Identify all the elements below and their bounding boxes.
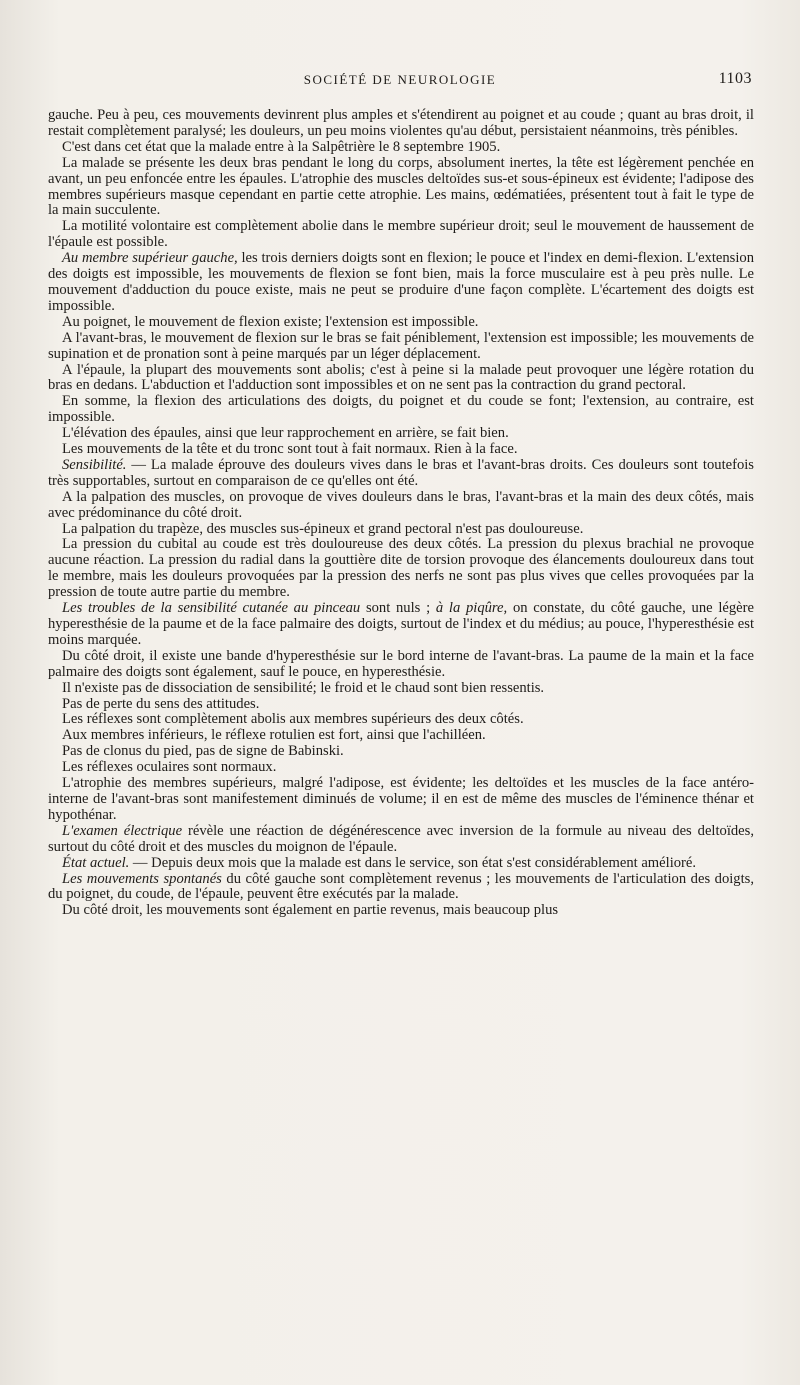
paragraph: Sensibilité. — La malade éprouve des douleurs vives dans le bras et l'avant-bras droits. Ces douleurs sont toutefois très supportables, surtout en comparaison de ce qu'elles ont été. [48, 456, 754, 489]
paragraph: A l'avant-bras, le mouvement de flexion sur le bras se fait péniblement, l'extension est impossible; les mouvements de supination et de pronation sont à peine marqués par un léger déplacement. [48, 329, 754, 362]
paragraph: C'est dans cet état que la malade entre à la Salpêtrière le 8 septembre 1905. [62, 138, 501, 155]
paragraph: L'examen électrique révèle une réaction de dégénérescence avec inversion de la formule au niveau des deltoïdes, surtout du côté droit et des muscles du moignon de l'épaule. [48, 822, 754, 855]
paragraph: L'atrophie des membres supérieurs, malgré l'adipose, est évidente; les deltoïdes et les muscles de la face antéro-interne de l'avant-bras sont manifestement diminués de volume; il en est de même des muscles de l'éminence thénar et hypothénar. [48, 775, 754, 823]
paragraph: Les troubles de la sensibilité cutanée au pinceau sont nuls ; à la piqûre, on constate, du côté gauche, une légère hyperesthésie de la paume et de la face palmaire des doigts, surtout de l'index et du médius; au pouce, l'hyperesthésie est moins marquée. [48, 600, 754, 648]
paragraph-lead-2: à la piqûre, [435, 600, 508, 617]
page-header [48, 70, 752, 90]
paragraph-lead: Les mouvements spontanés [62, 870, 222, 887]
paragraph: Du côté droit, les mouvements sont également en partie revenus, mais beaucoup plus [62, 902, 559, 919]
paragraph: Aux membres inférieurs, le réflexe rotulien est fort, ainsi que l'achilléen. [62, 727, 486, 744]
paragraph: État actuel. — Depuis deux mois que la malade est dans le service, son état s'est considérablement amélioré. [62, 854, 697, 871]
running-title: SOCIÉTÉ DE NEUROLOGIE [303, 72, 497, 87]
paragraph: L'élévation des épaules, ainsi que leur rapprochement en arrière, se fait bien. [62, 425, 509, 442]
body-text [48, 108, 754, 919]
paragraph-lead: Les troubles de la sensibilité cutanée au pinceau [62, 600, 361, 617]
paragraph: A l'épaule, la plupart des mouvements sont abolis; c'est à peine si la malade peut provoquer une légère rotation du bras en dedans. L'abduction et l'adduction sont impossibles et on ne sent pas la contraction du grand pectoral. [48, 361, 754, 394]
paragraph: La motilité volontaire est complètement abolie dans le membre supérieur droit; seul le mouvement de haussement de l'épaule est possible. [48, 218, 754, 251]
paragraph-lead: Au membre supérieur gauche, [62, 250, 238, 267]
paragraph: Il n'existe pas de dissociation de sensibilité; le froid et le chaud sont bien ressentis. [62, 679, 545, 696]
paragraph: Les réflexes oculaires sont normaux. [62, 759, 277, 776]
paragraph: Au membre supérieur gauche, les trois derniers doigts sont en flexion; le pouce et l'index en demi-flexion. L'extension des doigts est impossible, les mouvements de flexion se font bien, mais la force musculaire est à peu près nulle. Le mouvement d'adduction du pouce existe, mais ne peut se produire d'une façon complète. L'écartement des doigts est impossible. [48, 250, 754, 314]
paragraph: En somme, la flexion des articulations des doigts, du poignet et du coude se font; l'extension, au contraire, est impossible. [48, 393, 754, 426]
paragraph: Du côté droit, il existe une bande d'hyperesthésie sur le bord interne de l'avant-bras. La paume de la main et la face palmaire des doigts sont également, sauf le pouce, en hyperesthésie. [48, 647, 754, 680]
page-number: 1103 [718, 70, 752, 87]
paragraph-lead: Sensibilité. [62, 456, 127, 473]
paragraph: A la palpation des muscles, on provoque de vives douleurs dans le bras, l'avant-bras et la main des deux côtés, mais avec prédominance du côté droit. [48, 488, 754, 521]
paragraph-lead: L'examen électrique [62, 822, 183, 839]
paragraph: Au poignet, le mouvement de flexion existe; l'extension est impossible. [62, 313, 479, 330]
paragraph: La palpation du trapèze, des muscles sus-épineux et grand pectoral n'est pas douloureuse. [62, 520, 584, 537]
paragraph: Les réflexes sont complètement abolis aux membres supérieurs des deux côtés. [62, 711, 524, 728]
paragraph: Pas de clonus du pied, pas de signe de Babinski. [62, 743, 344, 760]
paragraph: gauche. Peu à peu, ces mouvements devinrent plus amples et s'étendirent au poignet et au coude ; quant au bras droit, il restait complètement paralysé; les douleurs, un peu moins violentes qu'au début, persistaient néanmoins, très pénibles. [48, 107, 754, 139]
paragraph: Pas de perte du sens des attitudes. [62, 695, 260, 712]
paragraph-lead: État actuel. [62, 854, 130, 871]
paragraph: La pression du cubital au coude est très douloureuse des deux côtés. La pression du plexus brachial ne provoque aucune réaction. La pression du radial dans la gouttière dite de torsion provoque des élancements douloureux dans tout le membre, mais les douleurs provoquées par la pression des nerfs ne sont pas plus vives que celles provoquées par la pression de toute autre partie du membre. [48, 536, 754, 601]
paragraph: Les mouvements spontanés du côté gauche sont complètement revenus ; les mouvements de l'articulation des doigts, du poignet, du coude, de l'épaule, peuvent être exécutés par la malade. [48, 870, 754, 903]
paragraph: La malade se présente les deux bras pendant le long du corps, absolument inertes, la tête est légèrement penchée en avant, un peu enfoncée entre les épaules. L'atrophie des muscles deltoïdes sus-et sous-épineux est évidente; l'adipose des membres supérieurs masque cependant en partie cette atrophie. Les mains, œdématiées, présentent tout à fait le type de la main succulente. [48, 154, 754, 219]
paragraph: Les mouvements de la tête et du tronc sont tout à fait normaux. Rien à la face. [62, 441, 518, 458]
